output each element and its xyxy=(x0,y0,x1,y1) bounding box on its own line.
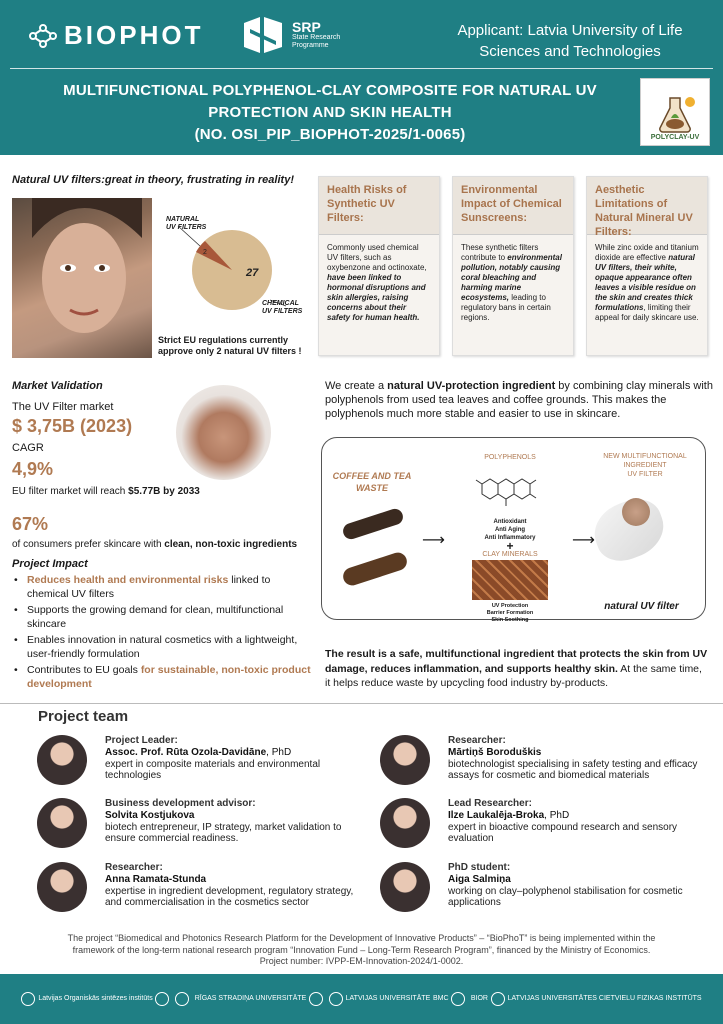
member-role: Business development advisor: xyxy=(105,798,256,809)
member-role: PhD student: xyxy=(448,862,511,873)
new-label-3: UV FILTER xyxy=(627,471,663,478)
benefit-antioxidant: Antioxidant xyxy=(493,519,527,525)
applicant xyxy=(420,20,720,62)
process-diagram xyxy=(321,437,706,623)
partner-name: BMC xyxy=(432,995,449,1002)
arrow-right-icon: ⟶ xyxy=(572,532,595,549)
biophot-logo-text: BIOPHOT xyxy=(64,20,204,50)
card-text-end: leading to regulatory bans in certain regions. xyxy=(461,293,551,322)
market-line-4-text: of consumers prefer skincare with xyxy=(12,539,165,550)
market-line-2: CAGR xyxy=(12,442,44,454)
member-name-text: Assoc. Prof. Rūta Ozola-Davidāne xyxy=(105,747,267,758)
srp-emblem-icon xyxy=(240,15,286,55)
card-text: While zinc oxide and titanium dioxide are effective xyxy=(595,243,699,262)
section-divider xyxy=(0,703,723,704)
project-impact-list xyxy=(14,574,314,694)
partner-logos-bar xyxy=(0,974,723,1024)
natural-uv-filter-label: natural UV filter xyxy=(604,601,679,612)
benefit-anti-inflammatory: Anti Inflammatory xyxy=(484,535,536,541)
member-name xyxy=(105,810,194,821)
partner-name: LATVIJAS UNIVERSITĀTES CIETVIELU FIZIKAS INSTITŪTS xyxy=(507,995,702,1002)
pie-value-natural: 2 xyxy=(203,249,207,256)
member-description: expertise in ingredient development, regulatory strategy, and commercialisation in the cosmetics sector xyxy=(105,886,354,908)
srp-subtitle-2: Programme xyxy=(292,42,329,49)
market-line-4-bold: clean, non-toxic ingredients xyxy=(164,539,298,550)
problem-intro: Natural UV filters:great in theory, frustrating in reality! xyxy=(12,174,294,186)
partner-emblem-icon xyxy=(309,992,323,1006)
intro-text: We create a xyxy=(325,380,388,392)
title-line-1: MULTIFUNCTIONAL POLYPHENOL-CLAY COMPOSITE FOR NATURAL UV xyxy=(63,82,597,99)
clay-minerals-label: CLAY MINERALS xyxy=(482,551,538,558)
member-degree: , PhD xyxy=(544,810,570,821)
coffee-tea-label: COFFEE AND TEA WASTE xyxy=(332,471,412,493)
member-name-text: Ilze Laukalēja-Broka xyxy=(448,810,545,821)
partner-logo xyxy=(471,995,488,1003)
market-value-3: 67% xyxy=(12,514,49,534)
molecule-icon xyxy=(470,464,550,514)
natural-label-1: NATURAL xyxy=(166,216,200,223)
benefit-anti-aging: Anti Aging xyxy=(494,527,526,533)
card-title: Health Risks of Synthetic UV Filters: xyxy=(319,177,439,235)
member-description: biotech entrepreneur, IP strategy, market validation to ensure commercial readiness. xyxy=(105,822,342,844)
impact-accent: for sustainable, non-toxic product development xyxy=(27,664,311,690)
funding-statement xyxy=(30,933,693,968)
biophot-logo xyxy=(28,20,203,51)
market-value-1: $ 3,75B (2023) xyxy=(12,416,133,436)
member-name-text: Aiga Salmiņa xyxy=(448,874,511,885)
applicant-line-1: Applicant: Latvia University of Life xyxy=(457,22,683,39)
card-title: Environmental Impact of Chemical Sunscreens: xyxy=(453,177,573,235)
result-paragraph xyxy=(325,647,710,691)
funding-line-2: framework of the long-term national research program “Innovation Fund – Long-Term Research Program”, financed by the Ministry of Economics. xyxy=(72,944,651,955)
funding-line-3: Project number: IVPP-EM-Innovation-2024/1-0002. xyxy=(259,956,464,966)
impact-text: linked to chemical UV filters xyxy=(27,574,271,600)
market-line-3 xyxy=(12,485,212,498)
arrow-right-icon: ⟶ xyxy=(422,532,445,549)
member-name-text: Anna Ramata-Stunda xyxy=(105,874,207,885)
solution-intro xyxy=(325,379,715,421)
partner-logo xyxy=(451,992,468,1006)
project-impact-title: Project Impact xyxy=(12,558,88,570)
avatar xyxy=(37,862,87,912)
pie-value-chemical: 27 xyxy=(246,267,259,279)
list-item xyxy=(14,574,314,601)
market-validation-title: Market Validation xyxy=(12,380,103,392)
card-text: Commonly used chemical UV filters, such as oxybenzone and octinoxate, xyxy=(327,243,427,272)
member-role: Researcher: xyxy=(105,862,163,873)
partner-logo xyxy=(175,992,192,1006)
member-name xyxy=(105,874,206,885)
polyclay-logo xyxy=(640,78,710,146)
powder-dot-image xyxy=(622,498,650,526)
card-text-emphasis: natural UV filters, their white, opaque appearance often leaves a visible residue on the skin and creates thick formulations xyxy=(595,253,696,312)
partner-name: RĪGAS STRADIŅA UNIVERSITĀTE xyxy=(194,995,307,1002)
face-photo xyxy=(12,198,152,358)
partner-logo xyxy=(21,992,152,1006)
partner-logo xyxy=(155,992,172,1006)
card-body xyxy=(453,235,573,331)
market-line-1: The UV Filter market xyxy=(12,401,114,413)
impact-text: Contributes to EU goals xyxy=(27,664,141,676)
title-line-2: PROTECTION AND SKIN HEALTH xyxy=(208,104,452,121)
project-title xyxy=(40,80,620,146)
card-text-emphasis: have been linked to hormonal disruptions and skin allergies, raising concerns about their safety for human health. xyxy=(327,273,426,322)
avatar xyxy=(37,798,87,848)
member-name-text: Solvita Kostjukova xyxy=(105,810,195,821)
card-text: These synthetic filters contribute to xyxy=(461,243,539,262)
srp-subtitle-1: State Research xyxy=(292,34,341,41)
coffee-spoon-icon xyxy=(341,550,409,588)
new-label-2: INGREDIENT xyxy=(623,462,667,469)
member-name xyxy=(448,747,541,758)
flask-icon xyxy=(652,94,698,134)
member-description: expert in composite materials and environmental technologies xyxy=(105,759,321,781)
list-item: • Supports the growing demand for clean, multifunctional skincare xyxy=(14,604,314,631)
polyphenols-label: POLYPHENOLS xyxy=(484,454,536,461)
intro-bold: natural UV-protection ingredient xyxy=(387,380,556,392)
benefit-barrier: Barrier Formation xyxy=(486,610,534,616)
member-name xyxy=(448,810,569,821)
partner-emblem-icon xyxy=(21,992,35,1006)
partner-logo xyxy=(329,992,431,1006)
market-value-2: 4,9% xyxy=(12,459,54,479)
header-divider xyxy=(10,68,713,69)
impact-accent: Reduces health and environmental risks xyxy=(27,574,229,586)
partner-logo xyxy=(309,992,326,1006)
applicant-line-2: Sciences and Technologies xyxy=(479,43,661,60)
header-banner xyxy=(0,0,723,155)
tea-spoon-icon xyxy=(341,507,405,541)
card-health-risks xyxy=(318,176,440,356)
member-name xyxy=(448,874,511,885)
card-body xyxy=(319,235,439,331)
card-environmental-impact xyxy=(452,176,574,356)
clay-texture-image xyxy=(472,560,548,600)
card-body xyxy=(587,235,707,331)
list-item: • Enables innovation in natural cosmetics with a lightweight, user-friendly formulation xyxy=(14,634,314,661)
member-description: working on clay–polyphenol stabilisation for cosmetic applications xyxy=(448,886,683,908)
network-icon xyxy=(28,23,58,49)
polyclay-logo-label: POLYCLAY-UV xyxy=(650,134,700,141)
srp-title: SRP xyxy=(292,19,321,35)
member-description: biotechnologist specialising in safety testing and efficacy assays for cosmetic and biomedical materials xyxy=(448,759,698,781)
avatar xyxy=(380,735,430,785)
market-line-3-bold: $5.77B by 2033 xyxy=(128,486,200,497)
clay-benefits xyxy=(462,603,558,624)
partner-emblem-icon xyxy=(491,992,505,1006)
srp-logo xyxy=(240,15,340,55)
partner-logo xyxy=(491,992,702,1006)
clay-powder-photo xyxy=(176,385,271,480)
intro-text-end: by combining clay minerals with polyphenols from used tea leaves and coffee grounds. This makes the polyphenols much more stable and easier to use in skincare. xyxy=(325,380,713,420)
card-text-emphasis: environmental pollution, notably causing coral bleaching and harming marine ecosystems, xyxy=(461,253,562,302)
partner-emblem-icon xyxy=(451,992,465,1006)
face-illustration-icon xyxy=(12,198,152,358)
partner-name: BIOR xyxy=(470,995,488,1002)
member-role: Researcher: xyxy=(448,735,506,746)
partner-name: Latvijas Organiskās sintēzes institūts xyxy=(38,995,153,1002)
partner-emblem-icon xyxy=(329,992,343,1006)
partner-emblem-icon xyxy=(155,992,169,1006)
partner-emblem-icon xyxy=(175,992,189,1006)
card-text-end: , limiting their appeal for daily skincare use. xyxy=(595,303,699,322)
eu-regulation-note: Strict EU regulations currently approve only 2 natural UV filters ! xyxy=(158,335,302,356)
benefit-uv-protection: UV Protection xyxy=(491,603,529,609)
card-aesthetic-limitations xyxy=(586,176,708,356)
partner-name: LATVIJAS UNIVERSITĀTE xyxy=(345,995,431,1002)
member-role: Project Leader: xyxy=(105,735,178,746)
funding-line-1: The project “Biomedical and Photonics Research Platform for the Development of Innovative Products” – “BioPhoT” is being implemented within the xyxy=(67,933,656,943)
market-line-4 xyxy=(12,539,297,550)
new-label-1: NEW MULTIFUNCTIONAL xyxy=(603,453,687,460)
avatar xyxy=(380,862,430,912)
title-line-3: (NO. OSI_PIP_BIOPHOT-2025/1-0065) xyxy=(194,126,466,143)
market-line-3-text: EU filter market will reach xyxy=(12,486,129,497)
member-name-text: Mārtiņš Boroduškis xyxy=(448,747,542,758)
chemical-filters-label xyxy=(262,300,302,316)
chemical-label-2: UV FILTERS xyxy=(262,308,303,315)
partner-logo xyxy=(433,995,449,1003)
chemical-label-1: CHEMICAL xyxy=(262,300,299,307)
result-bold: The result is a safe, multifunctional ingredient that protects the skin from UV damage, reduces inflammation, and supports healthy skin. xyxy=(325,648,708,675)
new-ingredient-label xyxy=(590,452,700,479)
member-description: expert in bioactive compound research and sensory evaluation xyxy=(448,822,678,844)
avatar xyxy=(37,735,87,785)
card-title: Aesthetic Limitations of Natural Mineral UV Filters: xyxy=(587,177,707,235)
avatar xyxy=(380,798,430,848)
team-title: Project team xyxy=(38,708,129,725)
plus-sign: + xyxy=(506,539,514,553)
member-name xyxy=(105,747,291,758)
partner-logo xyxy=(195,995,307,1003)
natural-label-2: UV FILTERS xyxy=(166,224,207,231)
list-item xyxy=(14,664,314,691)
member-role: Lead Researcher: xyxy=(448,798,532,809)
benefit-skin-soothing: Skin Soothing xyxy=(491,617,529,623)
member-degree: , PhD xyxy=(266,747,292,758)
result-text: At the same time, it helps reduce waste by upcycling food industry by-products. xyxy=(325,662,702,689)
